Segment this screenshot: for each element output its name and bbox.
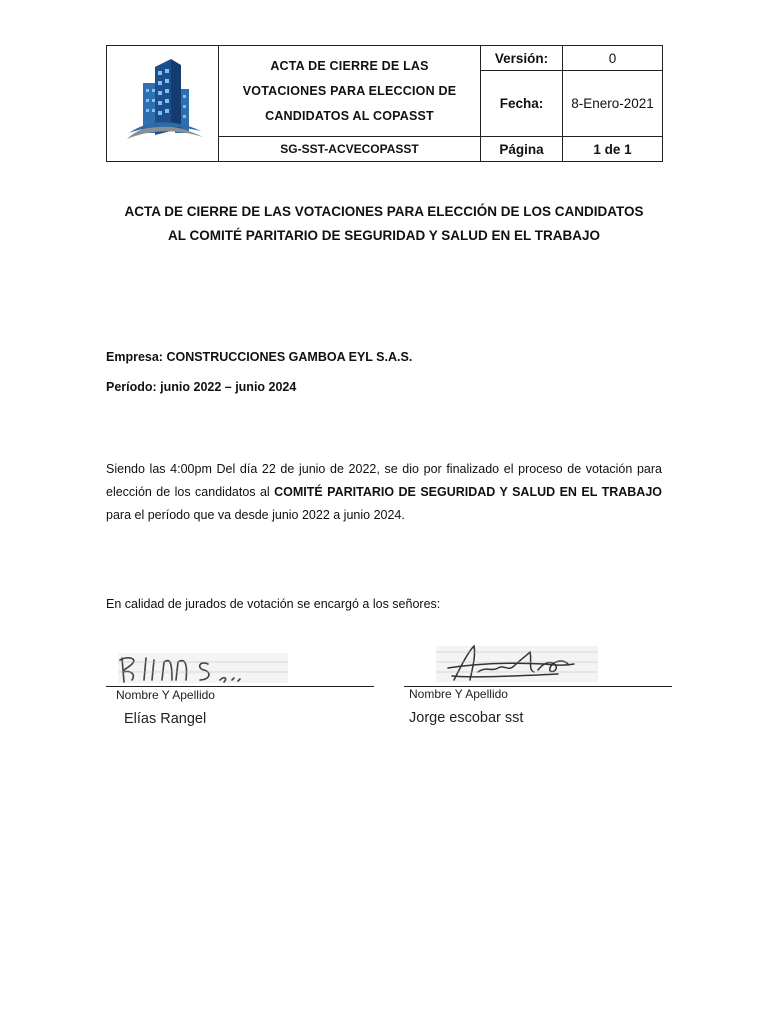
empresa-field: Empresa: CONSTRUCCIONES GAMBOA EYL S.A.S. — [106, 350, 413, 364]
periodo-field: Período: junio 2022 – junio 2024 — [106, 380, 297, 394]
date-label: Fecha: — [481, 71, 563, 137]
logo-cell — [107, 46, 219, 162]
document-code: SG-SST-ACVECOPASST — [219, 137, 481, 162]
document-title-line: AL COMITÉ PARITARIO DE SEGURIDAD Y SALUD EN EL TRABAJO — [167, 228, 601, 243]
page-value: 1 de 1 — [563, 137, 663, 162]
version-label: Versión: — [481, 46, 563, 71]
signature-image-jorge — [434, 642, 600, 686]
header-title-line: VOTACIONES PARA ELECCION DE — [242, 83, 457, 98]
committee-name: COMITÉ PARITARIO DE SEGURIDAD Y SALUD EN EL TRABAJO — [274, 485, 662, 499]
header-title-line: ACTA DE CIERRE DE LAS — [270, 58, 429, 73]
buildings-logo-icon — [115, 53, 211, 149]
version-value: 0 — [563, 46, 663, 71]
signer-name: Elías Rangel — [124, 711, 207, 727]
date-value: 8-Enero-2021 — [563, 71, 663, 137]
header-title-cell — [219, 46, 481, 137]
jurados-intro: En calidad de jurados de votación se encargó a los señores: — [106, 597, 441, 611]
page-label: Página — [481, 137, 563, 162]
signature-label: Nombre Y Apellido — [409, 687, 508, 701]
signature-image-elias — [112, 650, 292, 686]
paragraph-text-end: para el período que va desde junio 2022 a junio 2024. — [106, 508, 405, 522]
signature-label: Nombre Y Apellido — [116, 688, 215, 702]
document-title-line: ACTA DE CIERRE DE LAS VOTACIONES PARA ELECCIÓN DE LOS CANDIDATOS — [124, 204, 644, 219]
header-table — [106, 45, 663, 162]
paragraph-text: Siendo las 4:00pm Del día 22 de junio de 2022, se dio por finalizado el proceso de votación para elección de los candidatos al — [106, 462, 662, 499]
signer-name: Jorge escobar sst — [409, 710, 524, 726]
signature-line — [106, 686, 374, 687]
document-title — [106, 200, 662, 248]
header-title-line: CANDIDATOS AL COPASST — [265, 108, 434, 123]
closing-paragraph — [106, 458, 662, 527]
